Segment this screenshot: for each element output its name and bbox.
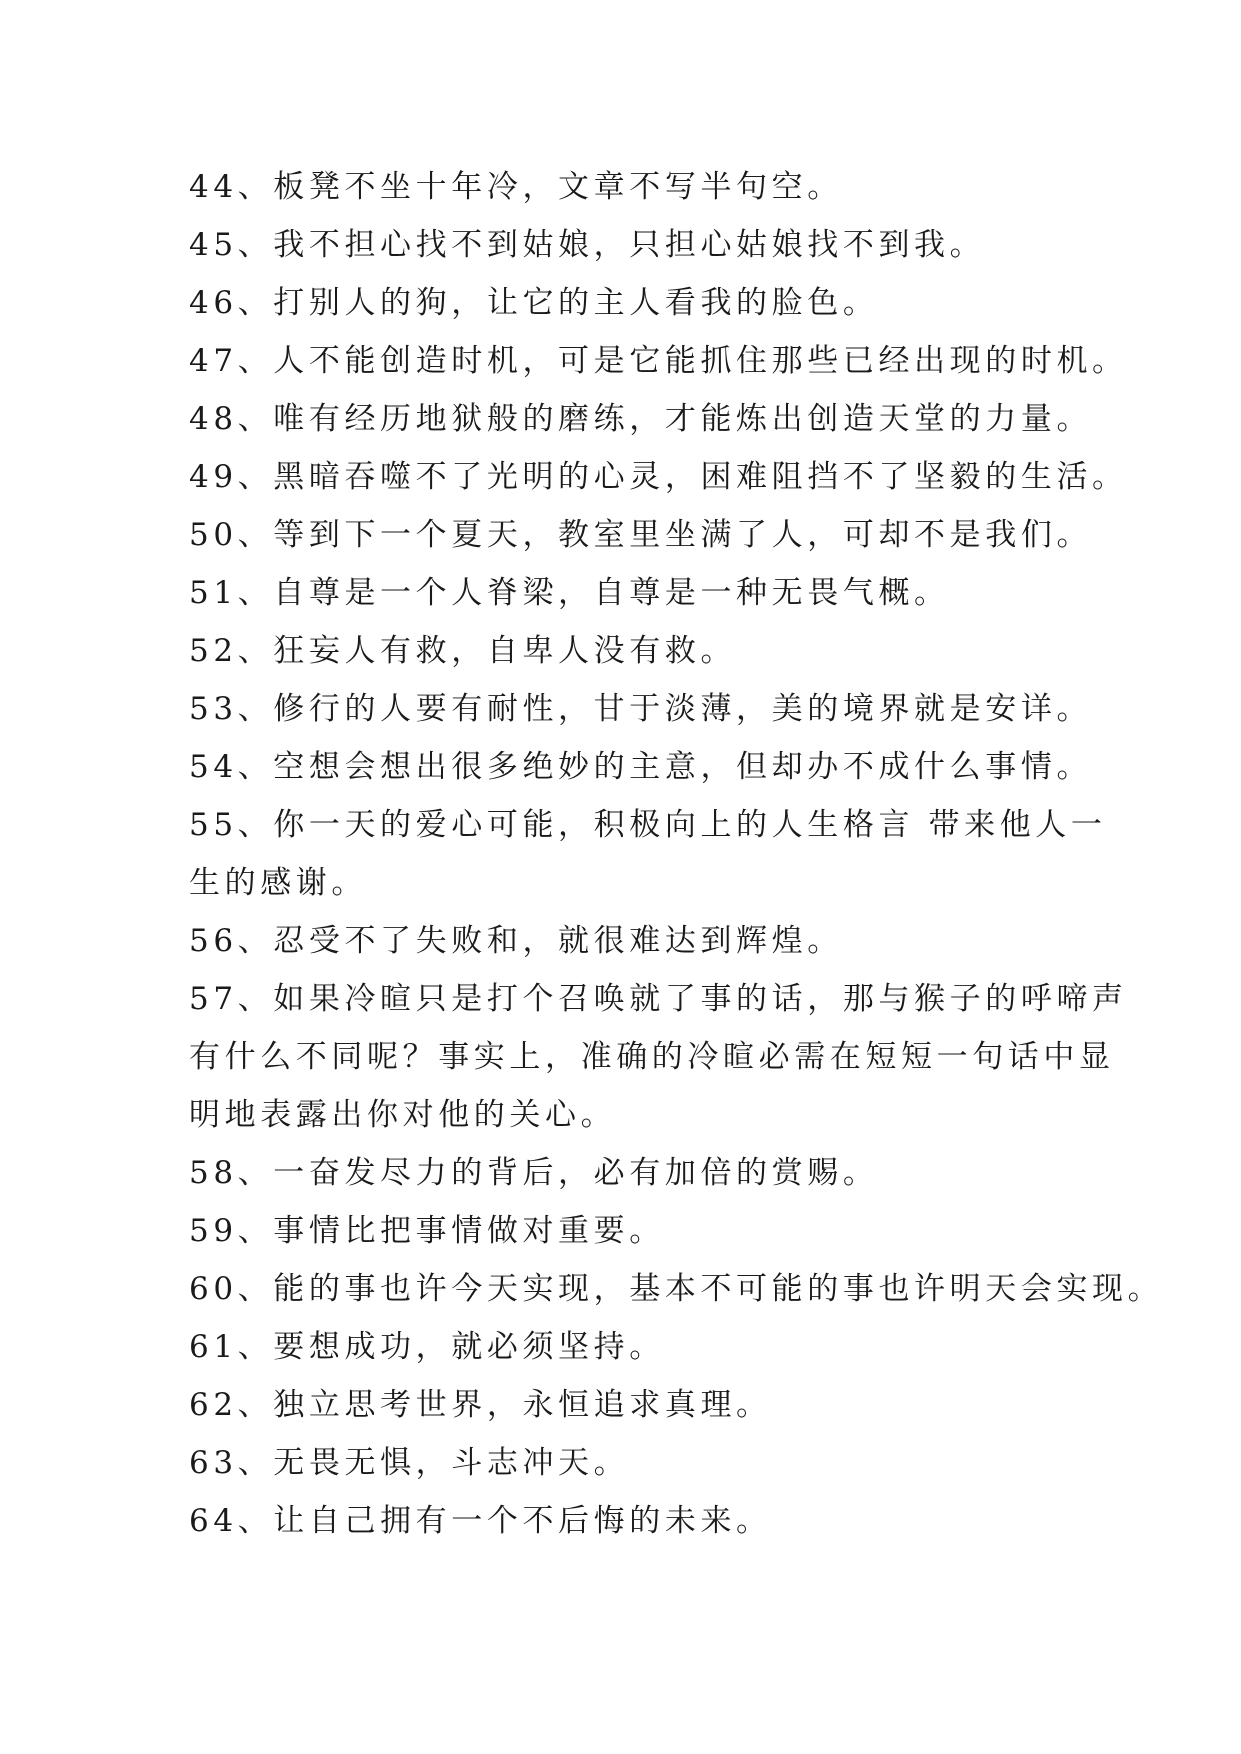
text-line-59: 59、事情比把事情做对重要。 <box>189 1213 665 1249</box>
text-line-52: 52、狂妄人有救，自卑人没有救。 <box>189 633 737 669</box>
text-line-49: 49、黑暗吞噬不了光明的心灵，困难阻挡不了坚毅的生活。 <box>189 459 1128 495</box>
text-line-45: 45、我不担心找不到姑娘，只担心姑娘找不到我。 <box>189 227 986 263</box>
text-line-57-cont-2: 明地表露出你对他的关心。 <box>189 1097 617 1133</box>
text-line-50: 50、等到下一个夏天，教室里坐满了人，可却不是我们。 <box>189 517 1093 553</box>
text-line-63: 63、无畏无惧，斗志冲天。 <box>189 1445 630 1481</box>
text-line-54: 54、空想会想出很多绝妙的主意，但却办不成什么事情。 <box>189 749 1093 785</box>
document-body <box>189 158 1164 1550</box>
text-line-55-cont: 生的感谢。 <box>189 865 367 901</box>
text-line-44: 44、板凳不坐十年冷，文章不写半句空。 <box>189 169 843 205</box>
text-line-62: 62、独立思考世界，永恒追求真理。 <box>189 1387 772 1423</box>
text-line-53: 53、修行的人要有耐性，甘于淡薄，美的境界就是安详。 <box>189 691 1093 727</box>
text-line-57-cont-1: 有什么不同呢？事实上，准确的冷暄必需在短短一句话中显 <box>189 1039 1115 1075</box>
text-line-58: 58、一奋发尽力的背后，必有加倍的赏赐。 <box>189 1155 879 1191</box>
text-line-47: 47、人不能创造时机，可是它能抓住那些已经出现的时机。 <box>189 343 1128 379</box>
text-line-60: 60、能的事也许今天实现，基本不可能的事也许明天会实现。 <box>189 1271 1164 1307</box>
text-line-56: 56、忍受不了失败和，就很难达到辉煌。 <box>189 923 843 959</box>
text-line-57: 57、如果冷暄只是打个召唤就了事的话，那与猴子的呼啼声 <box>189 981 1128 1017</box>
text-line-51: 51、自尊是一个人脊梁，自尊是一种无畏气概。 <box>189 575 950 611</box>
text-line-48: 48、唯有经历地狱般的磨练，才能炼出创造天堂的力量。 <box>189 401 1093 437</box>
text-line-64: 64、让自己拥有一个不后悔的未来。 <box>189 1503 772 1539</box>
text-line-55: 55、你一天的爱心可能，积极向上的人生格言 带来他人一 <box>189 807 1107 843</box>
text-line-46: 46、打别人的狗，让它的主人看我的脸色。 <box>189 285 879 321</box>
text-line-61: 61、要想成功，就必须坚持。 <box>189 1329 665 1365</box>
